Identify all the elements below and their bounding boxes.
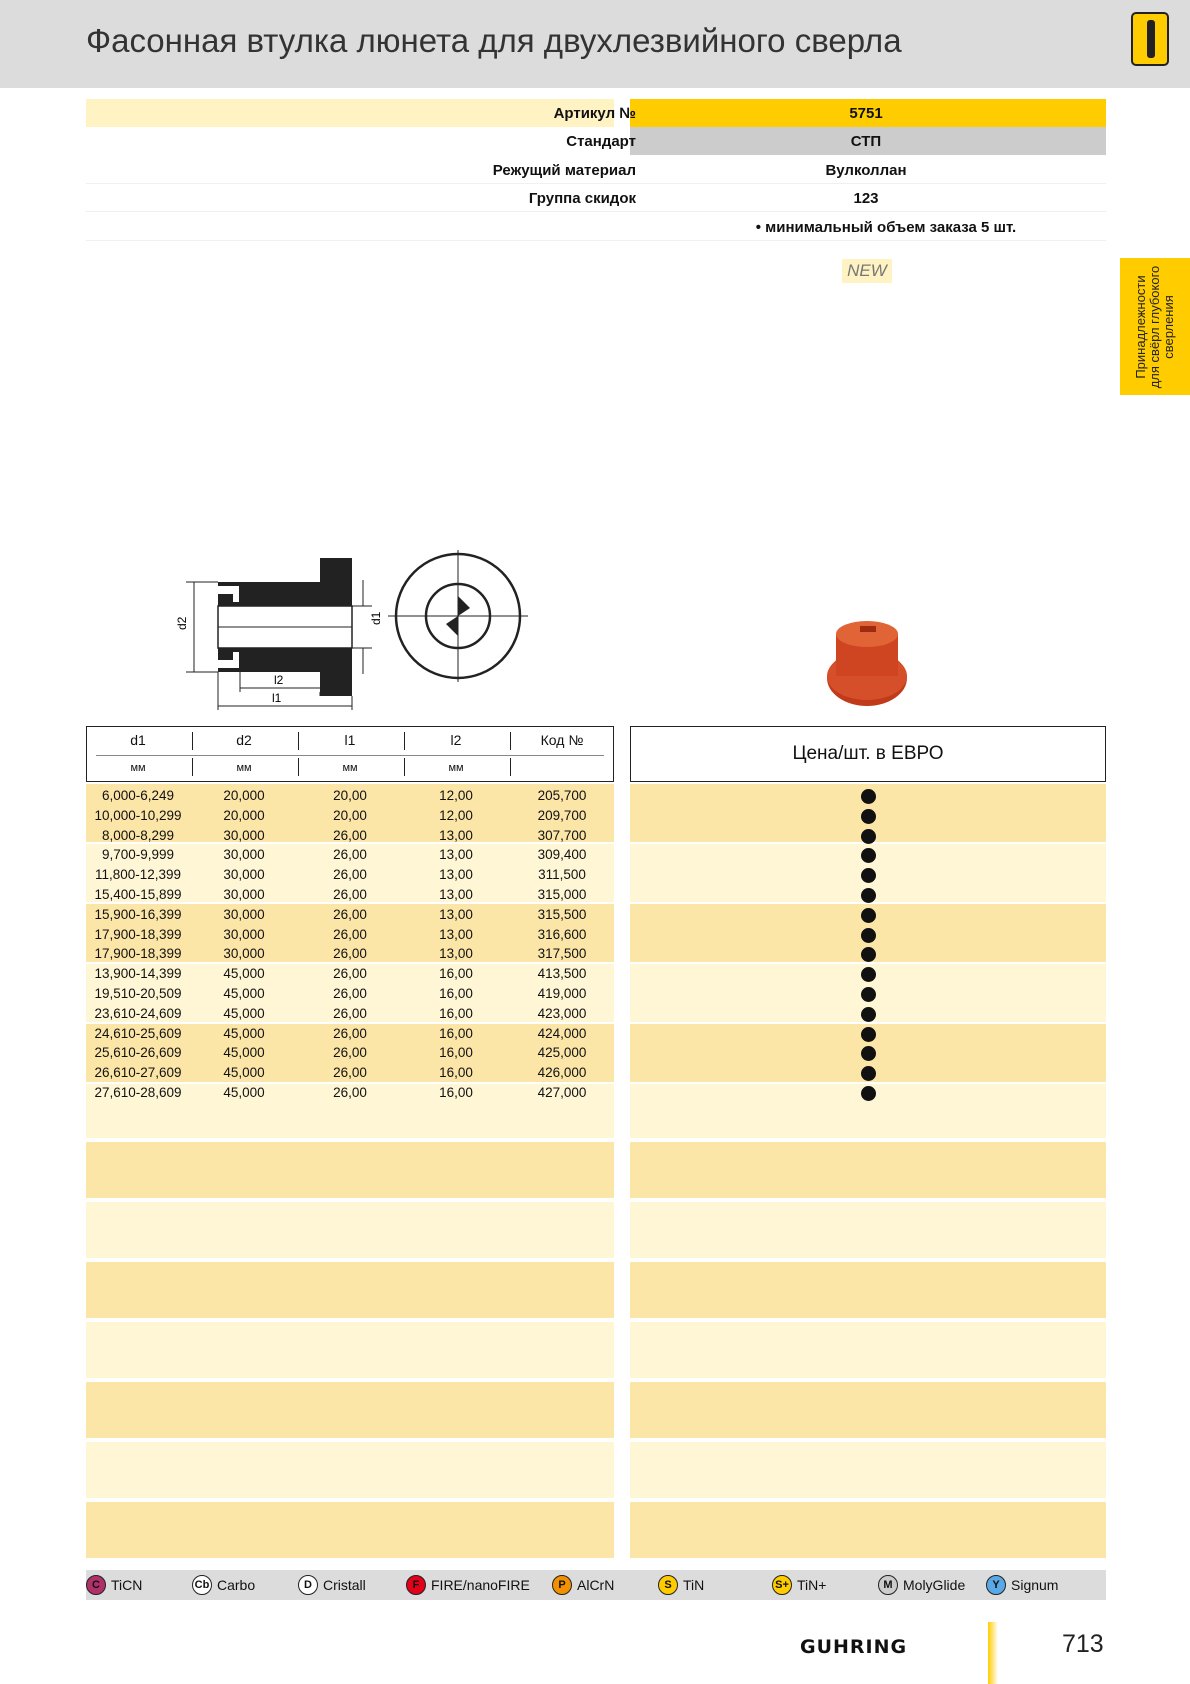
discount-value: 123 bbox=[853, 190, 879, 207]
row-band bbox=[86, 1442, 614, 1498]
table-cell: 13,00 bbox=[439, 946, 473, 962]
table-cell: 426,000 bbox=[537, 1065, 587, 1081]
table-cell: 30,000 bbox=[223, 926, 265, 942]
legend-label: TiN+ bbox=[797, 1577, 827, 1593]
column-header: d2 bbox=[236, 732, 252, 748]
table-cell: 9,700-9,999 bbox=[101, 847, 175, 863]
table-cell: 315,500 bbox=[537, 906, 587, 922]
spec-row-standard bbox=[86, 127, 1106, 155]
legend-item bbox=[298, 1570, 366, 1600]
legend-item bbox=[86, 1570, 142, 1600]
material-label: Режущий материал bbox=[492, 162, 636, 179]
legend-item bbox=[986, 1570, 1058, 1600]
table-cell: 45,000 bbox=[223, 1005, 265, 1021]
row-band bbox=[630, 1202, 1106, 1258]
table-cell: 26,610-27,609 bbox=[94, 1065, 182, 1081]
table-cell: 30,000 bbox=[223, 867, 265, 883]
legend-item bbox=[192, 1570, 255, 1600]
table-cell: 45,000 bbox=[223, 1025, 265, 1041]
table-cell: 30,000 bbox=[223, 847, 265, 863]
table-cell: 419,000 bbox=[537, 986, 587, 1001]
price-header-box bbox=[630, 726, 1106, 782]
table-cell: 209,700 bbox=[537, 807, 587, 823]
table-cell: 424,000 bbox=[537, 1025, 587, 1041]
column-divider bbox=[298, 758, 299, 776]
table-cell: 205,700 bbox=[537, 788, 587, 803]
legend-label: AlCrN bbox=[577, 1577, 615, 1593]
column-divider bbox=[192, 758, 193, 776]
table-cell: 24,610-25,609 bbox=[94, 1025, 182, 1041]
table-cell: 26,00 bbox=[333, 847, 367, 863]
column-divider bbox=[298, 732, 299, 750]
column-header: l2 bbox=[450, 732, 462, 748]
table-cell: 45,000 bbox=[223, 1065, 265, 1081]
legend-item bbox=[406, 1570, 530, 1600]
discount-label: Группа скидок bbox=[528, 190, 636, 207]
table-cell: 45,000 bbox=[223, 966, 265, 982]
table-cell: 17,900-18,399 bbox=[94, 946, 182, 962]
row-band bbox=[86, 1262, 614, 1318]
brand-logo: GUHRING bbox=[800, 1636, 908, 1658]
spec-row-note bbox=[86, 213, 1106, 241]
spec-row-material bbox=[86, 156, 1106, 184]
table-cell: 16,00 bbox=[439, 1025, 473, 1041]
column-header: d1 bbox=[130, 732, 146, 748]
table-cell: 26,00 bbox=[333, 926, 367, 942]
row-band bbox=[630, 1502, 1106, 1558]
table-cell: 30,000 bbox=[223, 906, 265, 922]
table-cell: 16,00 bbox=[439, 1065, 473, 1081]
table-cell: 16,00 bbox=[439, 1085, 473, 1100]
row-band bbox=[630, 1442, 1106, 1498]
row-band bbox=[630, 1142, 1106, 1198]
table-cell: 30,000 bbox=[223, 887, 265, 902]
legend-item bbox=[552, 1570, 614, 1600]
table-cell: 30,000 bbox=[223, 946, 265, 962]
table-cell: 311,500 bbox=[538, 867, 586, 883]
table-cell: 30,000 bbox=[223, 827, 265, 843]
availability-dot bbox=[861, 908, 876, 923]
availability-dot bbox=[861, 928, 876, 943]
availability-dot bbox=[861, 789, 876, 804]
side-tab[interactable] bbox=[1120, 258, 1190, 395]
legend-item bbox=[772, 1570, 826, 1600]
new-badge: NEW bbox=[842, 259, 892, 283]
table-cell: 307,700 bbox=[537, 827, 587, 843]
table-cell: 26,00 bbox=[333, 1045, 367, 1061]
table-cell: 26,00 bbox=[333, 946, 367, 962]
dim-l2-label: l2 bbox=[274, 673, 284, 687]
table-cell: 309,400 bbox=[537, 847, 587, 863]
row-band bbox=[86, 1142, 614, 1198]
coating-symbol-icon: M bbox=[878, 1575, 898, 1595]
table-cell: 13,00 bbox=[439, 847, 473, 863]
availability-dot bbox=[861, 888, 876, 903]
column-unit: мм bbox=[342, 762, 358, 774]
column-divider bbox=[404, 732, 405, 750]
table-cell: 26,00 bbox=[333, 1085, 367, 1100]
table-cell: 26,00 bbox=[333, 986, 367, 1001]
table-cell: 6,000-6,249 bbox=[101, 788, 175, 803]
table-cell: 26,00 bbox=[333, 1005, 367, 1021]
dim-d2-label: d2 bbox=[175, 616, 189, 630]
drill-category-icon bbox=[1131, 12, 1169, 66]
table-cell: 13,00 bbox=[439, 887, 473, 902]
availability-dot bbox=[861, 1007, 876, 1022]
table-cell: 20,000 bbox=[223, 807, 265, 823]
table-cell: 19,510-20,509 bbox=[94, 986, 182, 1001]
availability-dot bbox=[861, 809, 876, 824]
row-band bbox=[86, 1202, 614, 1258]
row-band bbox=[630, 1262, 1106, 1318]
legend-item bbox=[878, 1570, 965, 1600]
coating-legend bbox=[86, 1570, 1106, 1600]
column-divider bbox=[510, 758, 511, 776]
table-cell: 13,00 bbox=[439, 867, 473, 883]
header-separator bbox=[96, 755, 604, 756]
table-cell: 26,00 bbox=[333, 827, 367, 843]
table-cell: 20,00 bbox=[333, 807, 367, 823]
table-cell: 13,00 bbox=[439, 926, 473, 942]
column-unit: мм bbox=[130, 762, 146, 774]
availability-dot bbox=[861, 987, 876, 1002]
legend-label: MolyGlide bbox=[903, 1577, 966, 1593]
table-cell: 16,00 bbox=[439, 986, 473, 1001]
coating-symbol-icon: S bbox=[658, 1575, 678, 1595]
coating-symbol-icon: F bbox=[406, 1575, 426, 1595]
table-cell: 13,00 bbox=[439, 827, 473, 843]
column-divider bbox=[192, 732, 193, 750]
row-band bbox=[86, 1502, 614, 1558]
table-cell: 11,800-12,399 bbox=[94, 867, 182, 883]
table-cell: 12,00 bbox=[439, 807, 473, 823]
legend-label: Signum bbox=[1011, 1577, 1059, 1593]
table-cell: 45,000 bbox=[223, 986, 265, 1001]
table-cell: 315,000 bbox=[537, 887, 587, 902]
table-cell: 317,500 bbox=[537, 946, 587, 962]
legend-label: Carbo bbox=[217, 1577, 256, 1593]
legend-label: TiN bbox=[683, 1577, 705, 1593]
footer-accent bbox=[988, 1622, 998, 1684]
spec-row-discount bbox=[86, 184, 1106, 212]
product-photo bbox=[820, 616, 914, 712]
standard-label: Стандарт bbox=[566, 133, 636, 150]
coating-symbol-icon: C bbox=[86, 1575, 106, 1595]
row-band bbox=[86, 1382, 614, 1438]
table-cell: 26,00 bbox=[333, 966, 367, 982]
table-cell: 16,00 bbox=[439, 966, 473, 982]
table-cell: 26,00 bbox=[333, 1025, 367, 1041]
table-cell: 316,600 bbox=[537, 926, 587, 942]
table-cell: 16,00 bbox=[439, 1045, 473, 1061]
coating-symbol-icon: P bbox=[552, 1575, 572, 1595]
row-band bbox=[630, 1382, 1106, 1438]
table-cell: 13,00 bbox=[439, 906, 473, 922]
table-cell: 26,00 bbox=[333, 887, 367, 902]
table-cell: 27,610-28,609 bbox=[94, 1085, 182, 1100]
column-header: Код № bbox=[540, 732, 584, 748]
side-tab-line1: Принадлежности bbox=[1133, 274, 1148, 379]
table-cell: 8,000-8,299 bbox=[101, 827, 175, 843]
table-cell: 10,000-10,299 bbox=[94, 807, 182, 823]
coating-symbol-icon: S+ bbox=[772, 1575, 792, 1595]
article-label: Артикул № bbox=[553, 105, 636, 122]
table-cell: 26,00 bbox=[333, 1065, 367, 1081]
side-tab-line2: для свёрл глубокого bbox=[1147, 265, 1162, 388]
standard-value: СТП bbox=[850, 133, 882, 150]
table-cell: 12,00 bbox=[439, 788, 473, 803]
coating-symbol-icon: D bbox=[298, 1575, 318, 1595]
table-cell: 45,000 bbox=[223, 1045, 265, 1061]
legend-item bbox=[658, 1570, 704, 1600]
availability-dot bbox=[861, 1027, 876, 1042]
table-cell: 26,00 bbox=[333, 906, 367, 922]
table-cell: 20,000 bbox=[223, 788, 265, 803]
article-value: 5751 bbox=[849, 105, 883, 122]
table-cell: 23,610-24,609 bbox=[94, 1005, 182, 1021]
side-tab-line3: сверления bbox=[1161, 294, 1176, 359]
legend-label: FIRE/nanoFIRE bbox=[431, 1577, 530, 1593]
page-number: 713 bbox=[1062, 1630, 1104, 1658]
material-value: Вулколлан bbox=[825, 162, 907, 179]
table-cell: 15,900-16,399 bbox=[94, 906, 182, 922]
table-cell: 423,000 bbox=[537, 1005, 587, 1021]
table-cell: 413,500 bbox=[537, 966, 587, 982]
legend-label: TiCN bbox=[111, 1577, 143, 1593]
column-divider bbox=[404, 758, 405, 776]
column-unit: мм bbox=[236, 762, 252, 774]
table-cell: 16,00 bbox=[439, 1005, 473, 1021]
table-cell: 15,400-15,899 bbox=[94, 887, 182, 902]
table-cell: 45,000 bbox=[223, 1085, 265, 1100]
page-title: Фасонная втулка люнета для двухлезвийного сверла bbox=[86, 22, 902, 59]
column-unit: мм bbox=[448, 762, 464, 774]
price-header: Цена/шт. в ЕВРО bbox=[792, 743, 944, 764]
table-cell: 17,900-18,399 bbox=[94, 926, 182, 942]
coating-symbol-icon: Cb bbox=[192, 1575, 212, 1595]
row-band bbox=[86, 1322, 614, 1378]
table-cell: 427,000 bbox=[537, 1085, 587, 1100]
table-cell: 26,00 bbox=[333, 867, 367, 883]
availability-dot bbox=[861, 829, 876, 844]
dim-d1-label: d1 bbox=[369, 611, 383, 625]
availability-dot bbox=[861, 1086, 876, 1101]
column-header: l1 bbox=[344, 732, 356, 748]
table-cell: 20,00 bbox=[333, 788, 367, 803]
table-cell: 13,900-14,399 bbox=[94, 966, 182, 982]
technical-drawing bbox=[160, 550, 540, 720]
table-cell: 25,610-26,609 bbox=[94, 1045, 182, 1061]
coating-symbol-icon: Y bbox=[986, 1575, 1006, 1595]
column-divider bbox=[510, 732, 511, 750]
spec-row-article bbox=[86, 99, 1106, 127]
legend-label: Cristall bbox=[323, 1577, 366, 1593]
min-order-note: • минимальный объем заказа 5 шт. bbox=[755, 219, 1017, 236]
table-cell: 425,000 bbox=[537, 1045, 587, 1061]
dim-l1-label: l1 bbox=[272, 691, 282, 705]
row-band bbox=[630, 1322, 1106, 1378]
